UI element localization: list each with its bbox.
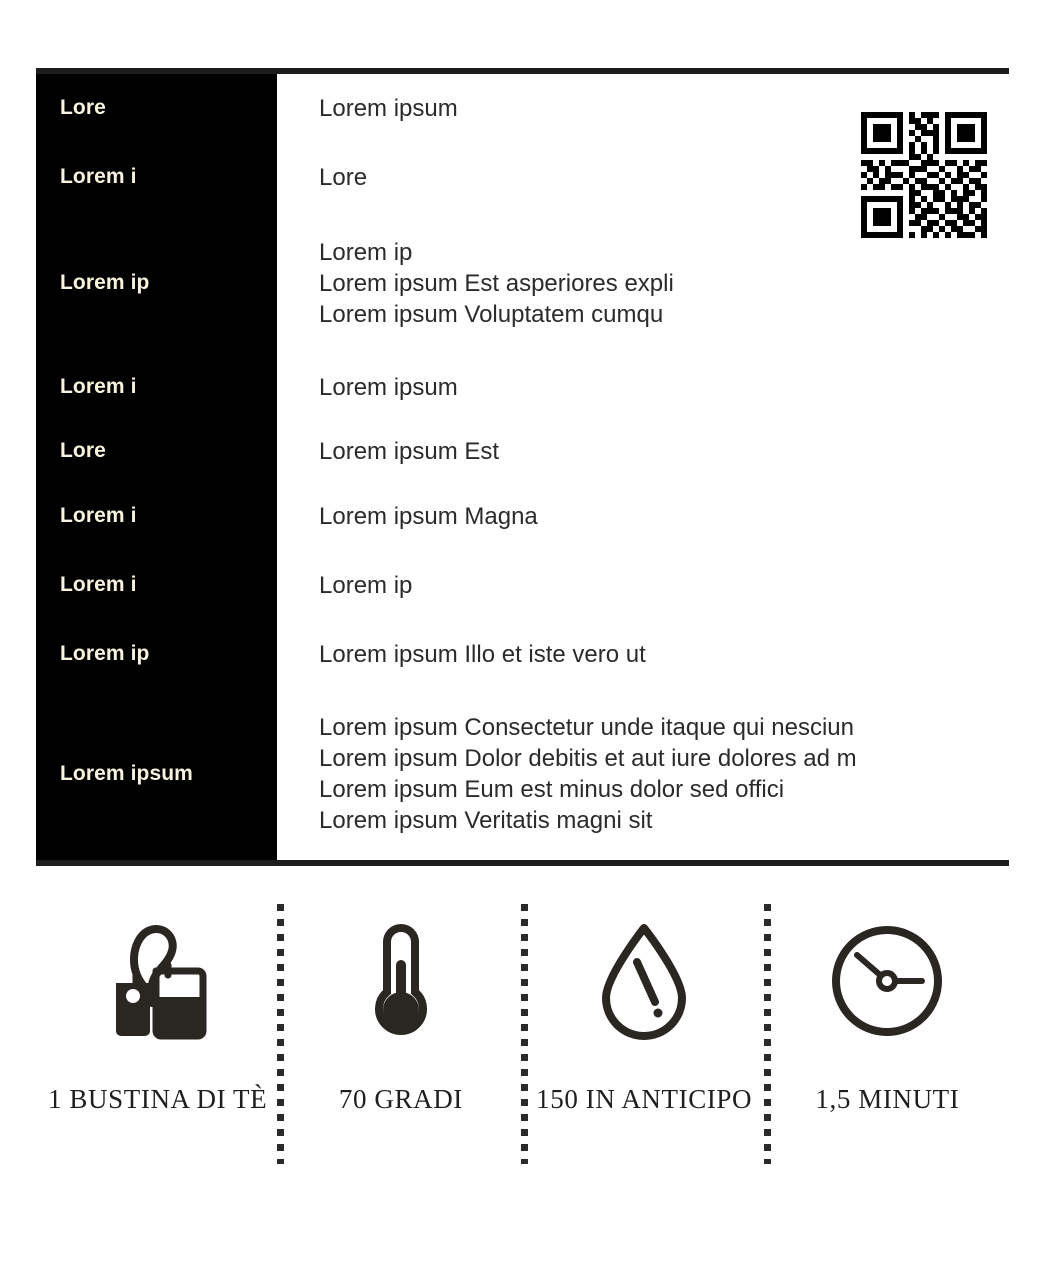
brew-item-label: 1 BUSTINA DI TÈ bbox=[47, 1084, 268, 1114]
brew-item-temperature bbox=[279, 898, 522, 1160]
value-line: Lore bbox=[319, 163, 368, 191]
brew-item-label: 1,5 MINUTI bbox=[815, 1084, 960, 1114]
value-line: Lorem ipsum Illo et iste vero ut bbox=[319, 640, 646, 668]
thermometer-icon bbox=[362, 906, 440, 1056]
value-line: Lorem ipsum bbox=[319, 373, 458, 401]
table-row-label: Lorem ipsum bbox=[60, 762, 193, 785]
table-row-value bbox=[277, 620, 1009, 688]
table-row-value bbox=[277, 482, 1009, 550]
brew-item-tea-bag bbox=[36, 898, 279, 1160]
table-row-label: Lorem i bbox=[60, 165, 137, 188]
value-line: Lorem ipsum Dolor debitis et aut iure dolores ad m bbox=[319, 745, 857, 772]
table-row-value bbox=[277, 420, 1009, 482]
spec-value-column bbox=[277, 74, 1009, 860]
spec-label-column bbox=[36, 74, 277, 860]
table-row-label: Lore bbox=[60, 439, 106, 462]
clock-icon bbox=[826, 906, 948, 1056]
table-row-label: Lorem i bbox=[60, 573, 137, 596]
table-row-label: Lorem ip bbox=[60, 642, 150, 665]
value-line: Lorem ipsum Est asperiores expli bbox=[319, 269, 674, 297]
value-line: Lorem ipsum Consectetur unde itaque qui nesciun bbox=[319, 714, 854, 741]
value-line: Lorem ipsum Veritatis magni sit bbox=[319, 807, 653, 834]
brew-item-label: 70 GRADI bbox=[338, 1084, 463, 1114]
table-row-label: Lorem i bbox=[60, 504, 137, 527]
spec-table-body bbox=[36, 74, 1009, 860]
table-row-label: Lore bbox=[60, 96, 106, 119]
tea-bag-icon bbox=[106, 906, 210, 1056]
value-line: Lorem ipsum bbox=[319, 94, 458, 122]
brewing-instructions-strip bbox=[36, 898, 1009, 1160]
table-row-value bbox=[277, 354, 1009, 420]
value-line: Lorem ipsum Est bbox=[319, 437, 500, 465]
value-line: Lorem ipsum Magna bbox=[319, 502, 538, 530]
table-row-value bbox=[277, 688, 1009, 860]
value-line: Lorem ipsum Eum est minus dolor sed offici bbox=[319, 776, 785, 803]
qr-code-icon[interactable] bbox=[861, 112, 987, 238]
brew-item-water bbox=[523, 898, 766, 1160]
value-line: Lorem ip bbox=[319, 571, 413, 599]
table-row-value bbox=[277, 550, 1009, 620]
value-line: Lorem ipsum Voluptatem cumqu bbox=[319, 300, 664, 328]
value-line: Lorem ip bbox=[319, 238, 413, 266]
table-row-label: Lorem ip bbox=[60, 271, 150, 294]
table-row-label: Lorem i bbox=[60, 375, 137, 398]
spec-table bbox=[36, 68, 1009, 866]
brew-item-time bbox=[766, 898, 1009, 1160]
water-drop-icon bbox=[592, 906, 696, 1056]
brew-item-label: 150 IN ANTICIPO bbox=[536, 1084, 753, 1114]
